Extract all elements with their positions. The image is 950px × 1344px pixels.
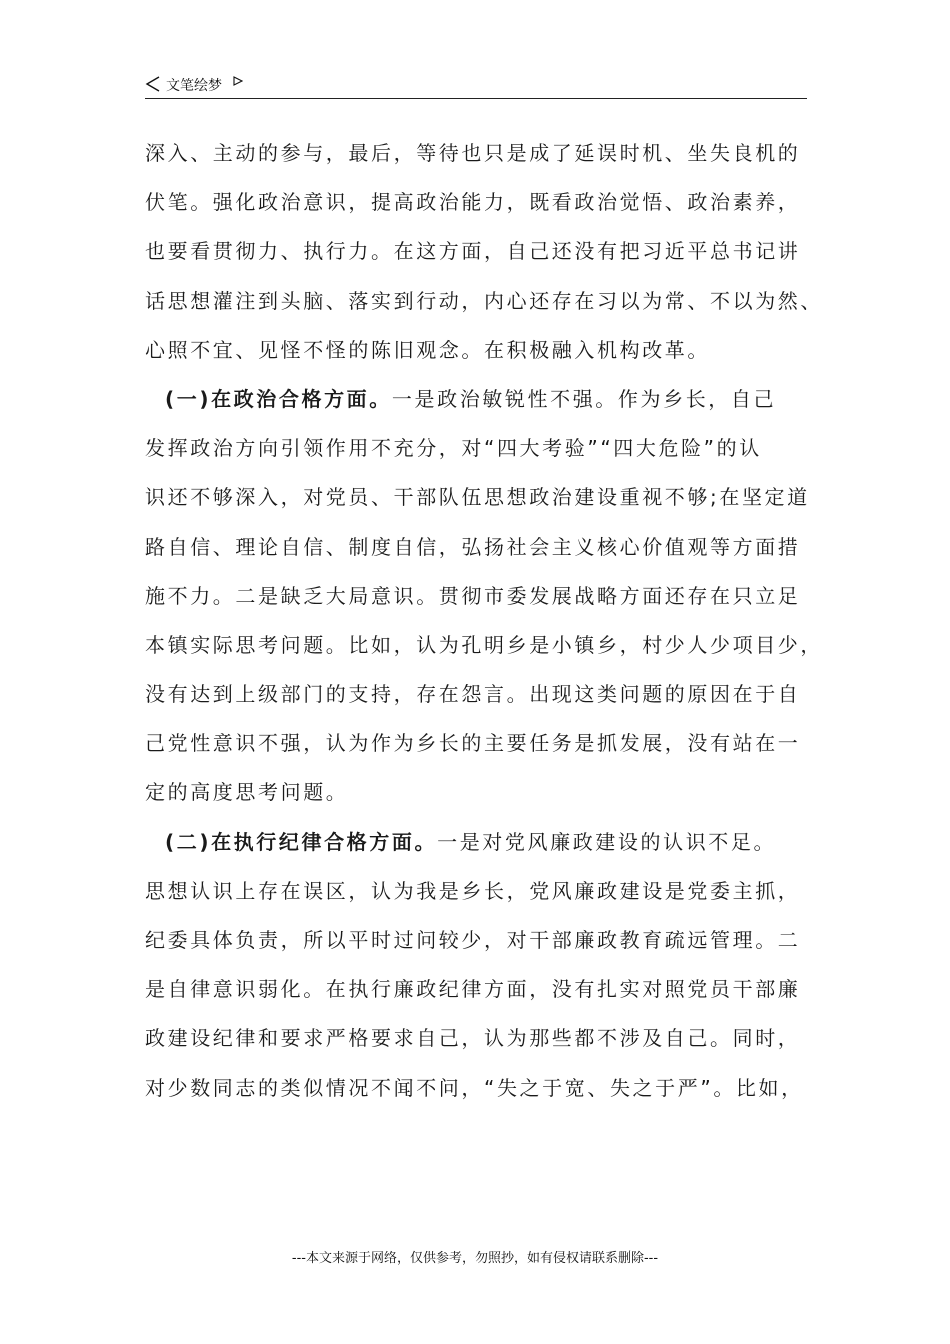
section-heading: (二)在执行纪律合格方面。	[165, 829, 438, 854]
text-line	[145, 818, 825, 867]
footer-disclaimer: ---本文来源于网络，仅供参考，勿照抄，如有侵权请联系删除---	[291, 1251, 659, 1266]
text-line: 也要看贯彻力、执行力。在这方面，自己还没有把习近平总书记讲	[145, 239, 801, 264]
text-line: 是自律意识弱化。在执行廉政纪律方面，没有扎实对照党员干部廉	[145, 977, 801, 1002]
text-line: 对少数同志的类似情况不闻不问，“失之于宽、失之于严”。比如，	[145, 1075, 804, 1100]
text-line: 纪委具体负责，所以平时过问较少，对干部廉政教育疏远管理。二	[145, 928, 801, 952]
brand-name: 文笔绘梦	[166, 78, 222, 94]
section-heading: (一)在政治合格方面。	[165, 386, 392, 411]
paragraph-2	[145, 375, 825, 818]
text-span: 一是对党风廉政建设的认识不足。	[437, 829, 777, 854]
text-line: 伏笔。强化政治意识，提高政治能力，既看政治觉悟、政治素养，	[145, 190, 801, 215]
paragraph-3	[145, 818, 825, 1113]
text-line: 本镇实际思考问题。比如，认为孔明乡是小镇乡，村少人少项目少，	[145, 632, 823, 657]
triangle-right-icon	[233, 76, 243, 86]
document-body	[145, 129, 825, 1113]
text-line: 己党性意识不强，认为作为乡长的主要任务是抓发展，没有站在一	[145, 731, 801, 756]
triangle-left-icon	[145, 76, 161, 92]
text-line: 话思想灌注到头脑、落实到行动，内心还存在习以为常、不以为然、	[145, 288, 823, 313]
text-line: 深入、主动的参与，最后，等待也只是成了延误时机、坐失良机的	[145, 141, 801, 165]
text-line: 发挥政治方向引领作用不充分，对“四大考验”“四大危险”的认	[145, 436, 762, 461]
text-line: 思想认识上存在误区，认为我是乡长，党风廉政建设是党委主抓，	[145, 878, 801, 903]
text-line: 施不力。二是缺乏大局意识。贯彻市委发展战略方面还存在只立足	[145, 583, 801, 608]
text-line: 心照不宜、见怪不怪的陈旧观念。在积极融入机构改革。	[145, 337, 710, 362]
text-line: 没有达到上级部门的支持，存在怨言。出现这类问题的原因在于自	[145, 682, 801, 707]
text-line: 识还不够深入，对党员、干部队伍思想政治建设重视不够;在坚定道	[145, 485, 810, 510]
text-line: 政建设纪律和要求严格要求自己，认为那些都不涉及自己。同时，	[145, 1026, 801, 1051]
paragraph-1	[145, 129, 825, 375]
page-header	[145, 72, 807, 99]
text-line: 定的高度思考问题。	[145, 780, 349, 805]
text-span: 一是政治敏锐性不强。作为乡长，自己	[391, 386, 777, 411]
text-line	[145, 375, 825, 424]
text-line: 路自信、理论自信、制度自信，弘扬社会主义核心价值观等方面措	[145, 534, 801, 559]
